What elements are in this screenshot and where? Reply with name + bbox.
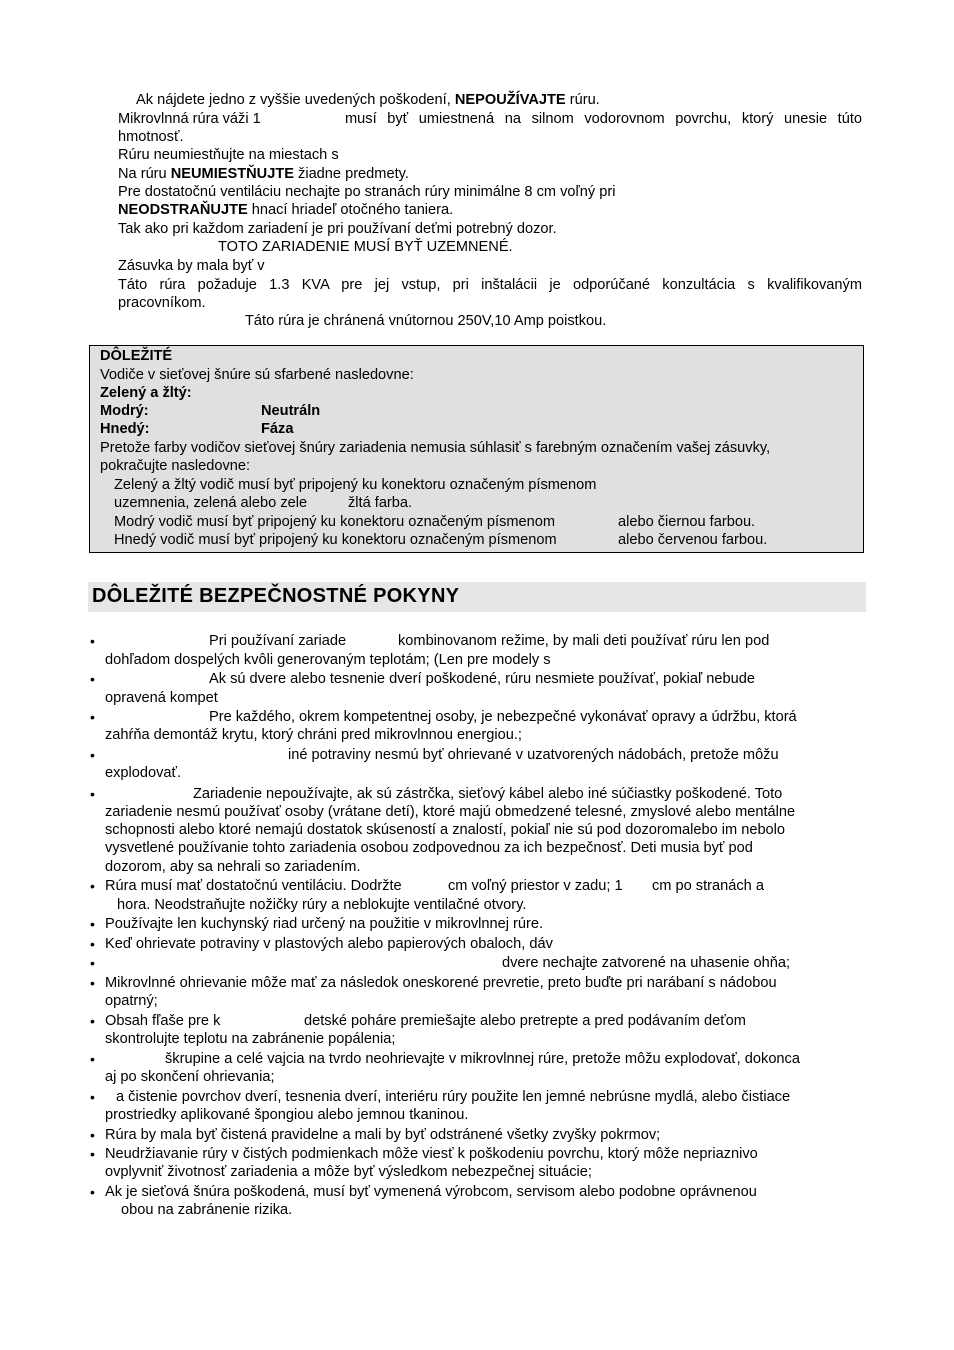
note-title: DÔLEŽITÉ [100,348,173,364]
intro-line-5: Na rúru NEUMIESTŇUJTE žiadne predmety. [118,166,409,182]
list-item: explodovať. [105,765,182,781]
list-item: a čistenie povrchov dverí, tesnenia dverí, interiéru rúry použite len jemné nebrúsne mydlá, alebo čistiace [116,1089,791,1105]
note-line-8a: uzemnenia, zelená alebo zele [114,495,308,511]
list-item: aj po skončení ohrievania; [105,1069,275,1085]
list-item: Ak je sieťová šnúra poškodená, musí byť vymenená výrobcom, servisom alebo podobne oprávnenou [105,1184,757,1200]
list-item: cm po stranách a [652,878,764,894]
note-line-4-label: Hnedý: [100,421,150,437]
list-item: Keď ohrievate potraviny v plastových alebo papierových obaloch, dáv [105,936,553,952]
list-item: zahŕňa demontáž krytu, ktorý chráni pred mikrovlnnou energiou.; [105,727,522,743]
list-item: opatrný; [105,993,158,1009]
bullet-marker: • [90,916,95,932]
list-item: dozorom, aby sa nehrali so zariadením. [105,859,361,875]
intro-line-8: Tak ako pri každom zariadení je pri používaní deťmi potrebný dozor. [118,221,557,237]
list-item: Pre každého, okrem kompetentnej osoby, je nebezpečné vykonávať opravy a údržbu, ktorá [209,709,797,725]
intro-line-4: Rúru neumiestňujte na miestach s [118,147,339,163]
note-line-5: Pretože farby vodičov sieťovej šnúry zariadenia nemusia súhlasiť s farebným označením vašej zásuvky, [100,440,771,456]
bullet-marker: • [90,975,95,991]
note-line-4-value: Fáza [261,421,294,437]
note-line-3-label: Modrý: [100,403,149,419]
bullet-marker: • [90,1184,95,1200]
section-heading: DÔLEŽITÉ BEZPEČNOSTNÉ POKYNY [92,585,460,607]
list-item: Používajte len kuchynský riad určený na použitie v mikrovlnnej rúre. [105,916,544,932]
bullet-marker: • [90,936,95,952]
list-item: Neudržiavanie rúry v čistých podmienkach môže viesť k poškodeniu povrchu, ktorý môže nepriaznivo [105,1146,758,1162]
bullet-marker: • [90,1013,95,1029]
list-item: obou na zabránenie rizika. [121,1202,293,1218]
list-item: hora. Neodstraňujte nožičky rúry a neblokujte ventilačné otvory. [117,897,527,913]
list-item: vysvetlené používanie tohto zariadenia osobou zodpovednou za ich bezpečnosť. Deti musia byť pod [105,840,753,856]
intro-line-13: Táto rúra je chránená vnútornou 250V,10 Amp poistkou. [245,313,607,329]
bullet-marker: • [90,671,95,687]
list-item: prostriedky aplikované špongiou alebo jemnou tkaninou. [105,1107,469,1123]
note-line-10b: alebo červenou farbou. [618,532,768,548]
bullet-marker: • [90,1146,95,1162]
list-item: Zariadenie nepoužívajte, ak sú zástrčka, sieťový kábel alebo iné súčiastky poškodené. Toto [193,786,783,802]
bullet-marker: • [90,747,95,763]
list-item: Pri používaní zariade [209,633,347,649]
list-item: detské poháre premiešajte alebo pretrepte a pred podávaním deťom [304,1013,746,1029]
list-item: dvere nechajte zatvorené na uhasenie ohňa; [502,955,791,971]
intro-line-9: TOTO ZARIADENIE MUSÍ BYŤ UZEMNENÉ. [218,239,513,255]
bullet-marker: • [90,1089,95,1105]
bullet-marker: • [90,1051,95,1067]
note-line-2: Zelený a žltý: [100,385,192,401]
note-line-3-value: Neutráln [261,403,321,419]
bullet-marker: • [90,709,95,725]
list-item: kombinovanom režime, by mali deti používať rúru len pod [398,633,770,649]
note-line-8b: žltá farba. [348,495,413,511]
note-line-7: Zelený a žltý vodič musí byť pripojený ku konektoru označeným písmenom [114,477,597,493]
bullet-marker: • [90,955,95,971]
intro-line-7: NEODSTRAŇUJTE hnací hriadeľ otočného taniera. [118,202,454,218]
list-item: ovplyvniť životnosť zariadenia a môže byť výsledkom nebezpečnej situácie; [105,1164,592,1180]
list-item: Obsah fľaše pre k [105,1013,221,1029]
intro-line-10: Zásuvka by mala byť v [118,258,265,274]
list-item: škrupine a celé vajcia na tvrdo neohrievajte v mikrovlnnej rúre, pretože môžu explodovať, dokonca [165,1051,800,1067]
list-item: schopnosti alebo ktoré nemajú dostatok skúseností a znalostí, pokiaľ nie sú pod dozoromalebo im nebolo [105,822,786,838]
intro-line-12: pracovníkom. [118,295,206,311]
intro-line-3: hmotnosť. [118,129,184,145]
list-item: zariadenie nesmú používať osoby (vrátane detí), ktoré majú obmedzené telesné, zmyslové alebo mentálne [105,804,796,820]
bullet-marker: • [90,633,95,649]
list-item: Mikrovlnné ohrievanie môže mať za následok oneskorené prevretie, preto buďte pri narábaní s nádobou [105,975,777,991]
list-item: skontrolujte teplotu na zabránenie popálenia; [105,1031,396,1047]
list-item: Rúra musí mať dostatočnú ventiláciu. Dodržte [105,878,402,894]
bullet-marker: • [90,1127,95,1143]
intro-line-6: Pre dostatočnú ventiláciu nechajte po stranách rúry minimálne 8 cm voľný pri [118,184,616,200]
note-line-6: pokračujte nasledovne: [100,458,251,474]
list-item: Ak sú dvere alebo tesnenie dverí poškodené, rúru nesmiete používať, pokiaľ nebude [209,671,755,687]
note-line-1: Vodiče v sieťovej šnúre sú sfarbené nasledovne: [100,367,414,383]
list-item: iné potraviny nesmú byť ohrievané v uzatvorených nádobách, pretože môžu [288,747,779,763]
intro-line-2b: musí byť umiestnená na silnom vodorovnom povrchu, ktorý unesie túto [345,111,862,127]
note-line-9b: alebo čiernou farbou. [618,514,756,530]
list-item: Rúra by mala byť čistená pravidelne a mali by byť odstránené všetky zvyšky pokrmov; [105,1127,661,1143]
bullet-marker: • [90,786,95,802]
intro-line-11: Táto rúra požaduje 1.3 KVA pre jej vstup, pri inštalácii je odporúčané konzultácia s kvalifikovaným [118,277,862,293]
bullet-marker: • [90,878,95,894]
intro-line-2a: Mikrovlnná rúra váži 1 [118,111,261,127]
note-line-9a: Modrý vodič musí byť pripojený ku konektoru označeným písmenom [114,514,556,530]
list-item: opravená kompet [105,690,218,706]
list-item: dohľadom dospelých kvôli generovaným teplotám; (Len pre modely s [105,652,551,668]
note-line-10a: Hnedý vodič musí byť pripojený ku konektoru označeným písmenom [114,532,557,548]
intro-line-1: Ak nájdete jedno z vyššie uvedených poškodení, NEPOUŽÍVAJTE rúru. [136,92,600,108]
list-item: cm voľný priestor v zadu; 1 [448,878,623,894]
